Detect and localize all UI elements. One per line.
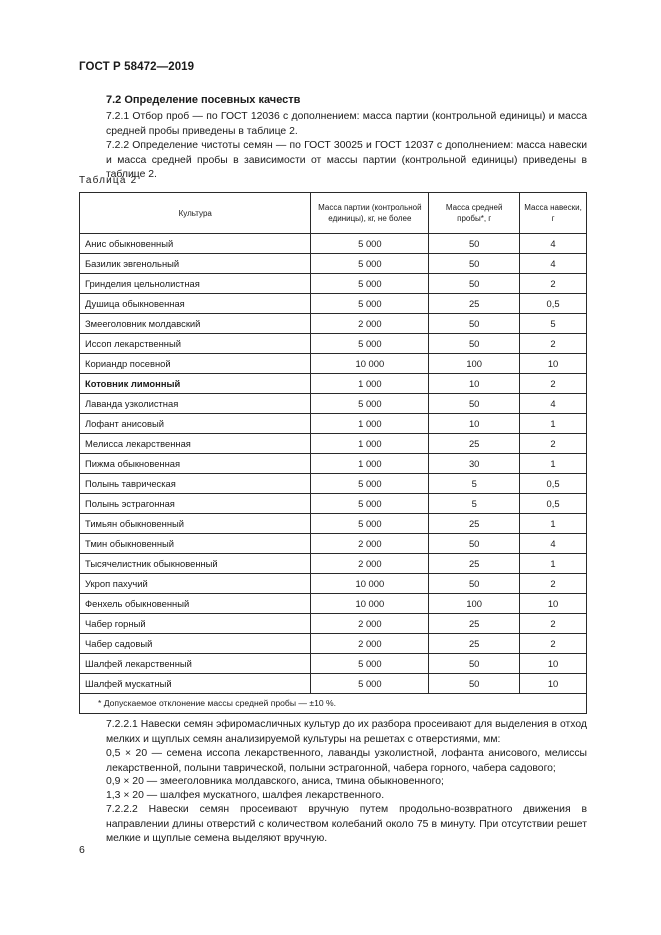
- cell-batch: 1 000: [311, 434, 429, 454]
- cell-sample: 5: [429, 494, 520, 514]
- cell-weight: 1: [520, 554, 587, 574]
- cell-batch: 10 000: [311, 574, 429, 594]
- cell-batch: 1 000: [311, 374, 429, 394]
- cell-sample: 25: [429, 434, 520, 454]
- cell-weight: 2: [520, 334, 587, 354]
- cell-batch: 5 000: [311, 294, 429, 314]
- cell-weight: 2: [520, 574, 587, 594]
- cell-weight: 0,5: [520, 494, 587, 514]
- cell-sample: 10: [429, 374, 520, 394]
- cell-sample: 25: [429, 514, 520, 534]
- paragraph-7-2-2-1: 7.2.2.1 Навески семян эфиромасличных культур до их разбора просеивают для выделения в отход мелких и щуплых семян анализируемой культуры на решетах с отверстиями, мм:: [106, 719, 587, 745]
- cell-sample: 50: [429, 674, 520, 694]
- table-row: [80, 474, 587, 494]
- cell-weight: 1: [520, 414, 587, 434]
- cell-weight: 4: [520, 234, 587, 254]
- cell-sample: 50: [429, 274, 520, 294]
- cell-sample: 100: [429, 354, 520, 374]
- cell-sample: 50: [429, 574, 520, 594]
- cell-culture: Котовник лимонный: [80, 374, 311, 394]
- cell-batch: 1 000: [311, 454, 429, 474]
- cell-weight: 10: [520, 674, 587, 694]
- cell-culture: Фенхель обыкновенный: [80, 594, 311, 614]
- cell-culture: Душица обыкновенная: [80, 294, 311, 314]
- table-row: [80, 494, 587, 514]
- cell-batch: 5 000: [311, 654, 429, 674]
- cell-weight: 10: [520, 354, 587, 374]
- table-row: [80, 354, 587, 374]
- cell-sample: 30: [429, 454, 520, 474]
- cell-batch: 2 000: [311, 534, 429, 554]
- cell-weight: 2: [520, 614, 587, 634]
- cell-batch: 10 000: [311, 354, 429, 374]
- cell-batch: 5 000: [311, 674, 429, 694]
- table-row: [80, 674, 587, 694]
- cell-weight: 1: [520, 514, 587, 534]
- table-row: [80, 274, 587, 294]
- paragraph-7-2-2: 7.2.2 Определение чистоты семян — по ГОСТ 30025 и ГОСТ 12037 с дополнением: масса навески и масса средней пробы в зависимости от массы партии (контрольной единицы) приведены в таблице 2.: [106, 140, 587, 181]
- cell-sample: 25: [429, 634, 520, 654]
- cell-weight: 10: [520, 654, 587, 674]
- cell-culture: Лаванда узколистная: [80, 394, 311, 414]
- cell-weight: 0,5: [520, 474, 587, 494]
- cell-culture: Полынь эстрагонная: [80, 494, 311, 514]
- cell-culture: Тимьян обыкновенный: [80, 514, 311, 534]
- table-row: [80, 654, 587, 674]
- header-sample-mass: Масса средней пробы*, г: [429, 193, 520, 234]
- table-row: [80, 314, 587, 334]
- cell-sample: 25: [429, 294, 520, 314]
- paragraph-sieve-1-3: 1,3 × 20 — шалфея мускатного, шалфея лекарственного.: [106, 790, 385, 801]
- table-row: [80, 614, 587, 634]
- cell-culture: Змееголовник молдавский: [80, 314, 311, 334]
- table-row: [80, 514, 587, 534]
- table-footnote-row: [80, 694, 587, 714]
- table-row: [80, 574, 587, 594]
- cell-batch: 5 000: [311, 234, 429, 254]
- cell-batch: 5 000: [311, 254, 429, 274]
- table-footnote: * Допускаемое отклонение массы средней пробы — ±10 %.: [80, 694, 587, 714]
- document-header-id: ГОСТ Р 58472—2019: [79, 61, 195, 73]
- cell-weight: 2: [520, 634, 587, 654]
- cell-sample: 50: [429, 394, 520, 414]
- table-row: [80, 334, 587, 354]
- cell-batch: 5 000: [311, 494, 429, 514]
- cell-culture: Укроп пахучий: [80, 574, 311, 594]
- cell-culture: Пижма обыкновенная: [80, 454, 311, 474]
- page-number: 6: [79, 844, 85, 856]
- cell-culture: Базилик эвгенольный: [80, 254, 311, 274]
- cell-sample: 50: [429, 314, 520, 334]
- table-row: [80, 294, 587, 314]
- paragraph-sieve-0-5: 0,5 × 20 — семена иссопа лекарственного, лаванды узколистной, лофанта анисового, мелиссы лекарственной, полыни таврической, полыни эстрагонной, чабера горного, чабера садового;: [106, 748, 587, 774]
- cell-batch: 10 000: [311, 594, 429, 614]
- section-title: 7.2 Определение посевных качеств: [106, 94, 301, 106]
- table-label: Таблица 2: [79, 175, 138, 186]
- cell-culture: Шалфей мускатный: [80, 674, 311, 694]
- cell-sample: 50: [429, 654, 520, 674]
- cell-sample: 5: [429, 474, 520, 494]
- cell-culture: Тысячелистник обыкновенный: [80, 554, 311, 574]
- table-row: [80, 534, 587, 554]
- cell-batch: 1 000: [311, 414, 429, 434]
- cell-culture: Гринделия цельнолистная: [80, 274, 311, 294]
- table-row: [80, 434, 587, 454]
- cell-culture: Анис обыкновенный: [80, 234, 311, 254]
- table-row: [80, 554, 587, 574]
- table-row: [80, 454, 587, 474]
- cell-batch: 5 000: [311, 334, 429, 354]
- cell-sample: 50: [429, 254, 520, 274]
- cell-batch: 2 000: [311, 634, 429, 654]
- cell-weight: 1: [520, 454, 587, 474]
- table-row: [80, 234, 587, 254]
- table-row: [80, 414, 587, 434]
- cell-sample: 100: [429, 594, 520, 614]
- cell-batch: 5 000: [311, 514, 429, 534]
- cell-weight: 5: [520, 314, 587, 334]
- cell-culture: Иссоп лекарственный: [80, 334, 311, 354]
- cell-culture: Лофант анисовый: [80, 414, 311, 434]
- cell-culture: Кориандр посевной: [80, 354, 311, 374]
- table-row: [80, 634, 587, 654]
- seed-table: [79, 192, 587, 714]
- cell-culture: Мелисса лекарственная: [80, 434, 311, 454]
- table-row: [80, 374, 587, 394]
- cell-culture: Шалфей лекарственный: [80, 654, 311, 674]
- cell-weight: 4: [520, 254, 587, 274]
- table-header-row: [80, 193, 587, 234]
- header-batch-mass: Масса партии (контрольной единицы), кг, не более: [311, 193, 429, 234]
- cell-sample: 50: [429, 234, 520, 254]
- paragraph-sieve-0-9: 0,9 × 20 — змееголовника молдавского, аниса, тмина обыкновенного;: [106, 776, 444, 787]
- cell-batch: 5 000: [311, 474, 429, 494]
- cell-sample: 25: [429, 554, 520, 574]
- paragraph-7-2-1: 7.2.1 Отбор проб — по ГОСТ 12036 с дополнением: масса партии (контрольной единицы) и масса средней пробы приведены в таблице 2.: [106, 111, 587, 137]
- cell-weight: 10: [520, 594, 587, 614]
- cell-sample: 25: [429, 614, 520, 634]
- cell-weight: 2: [520, 274, 587, 294]
- cell-batch: 2 000: [311, 614, 429, 634]
- cell-weight: 0,5: [520, 294, 587, 314]
- cell-weight: 2: [520, 374, 587, 394]
- header-weight-mass: Масса навески, г: [520, 193, 587, 234]
- cell-batch: 5 000: [311, 274, 429, 294]
- cell-weight: 4: [520, 394, 587, 414]
- cell-culture: Чабер горный: [80, 614, 311, 634]
- cell-batch: 2 000: [311, 314, 429, 334]
- table-row: [80, 254, 587, 274]
- cell-sample: 50: [429, 334, 520, 354]
- cell-culture: Чабер садовый: [80, 634, 311, 654]
- paragraph-7-2-2-2: 7.2.2.2 Навески семян просеивают вручную путем продольно-возвратного движения в направлении длины отверстий с количеством колебаний около 75 в минуту. При отсутствии решет мелкие и щуплые семена выделяют вручную.: [106, 804, 587, 845]
- cell-weight: 2: [520, 434, 587, 454]
- cell-culture: Тмин обыкновенный: [80, 534, 311, 554]
- cell-weight: 4: [520, 534, 587, 554]
- cell-batch: 5 000: [311, 394, 429, 414]
- cell-sample: 10: [429, 414, 520, 434]
- cell-culture: Полынь таврическая: [80, 474, 311, 494]
- cell-batch: 2 000: [311, 554, 429, 574]
- header-culture: Культура: [80, 193, 311, 234]
- cell-sample: 50: [429, 534, 520, 554]
- table-row: [80, 394, 587, 414]
- table-row: [80, 594, 587, 614]
